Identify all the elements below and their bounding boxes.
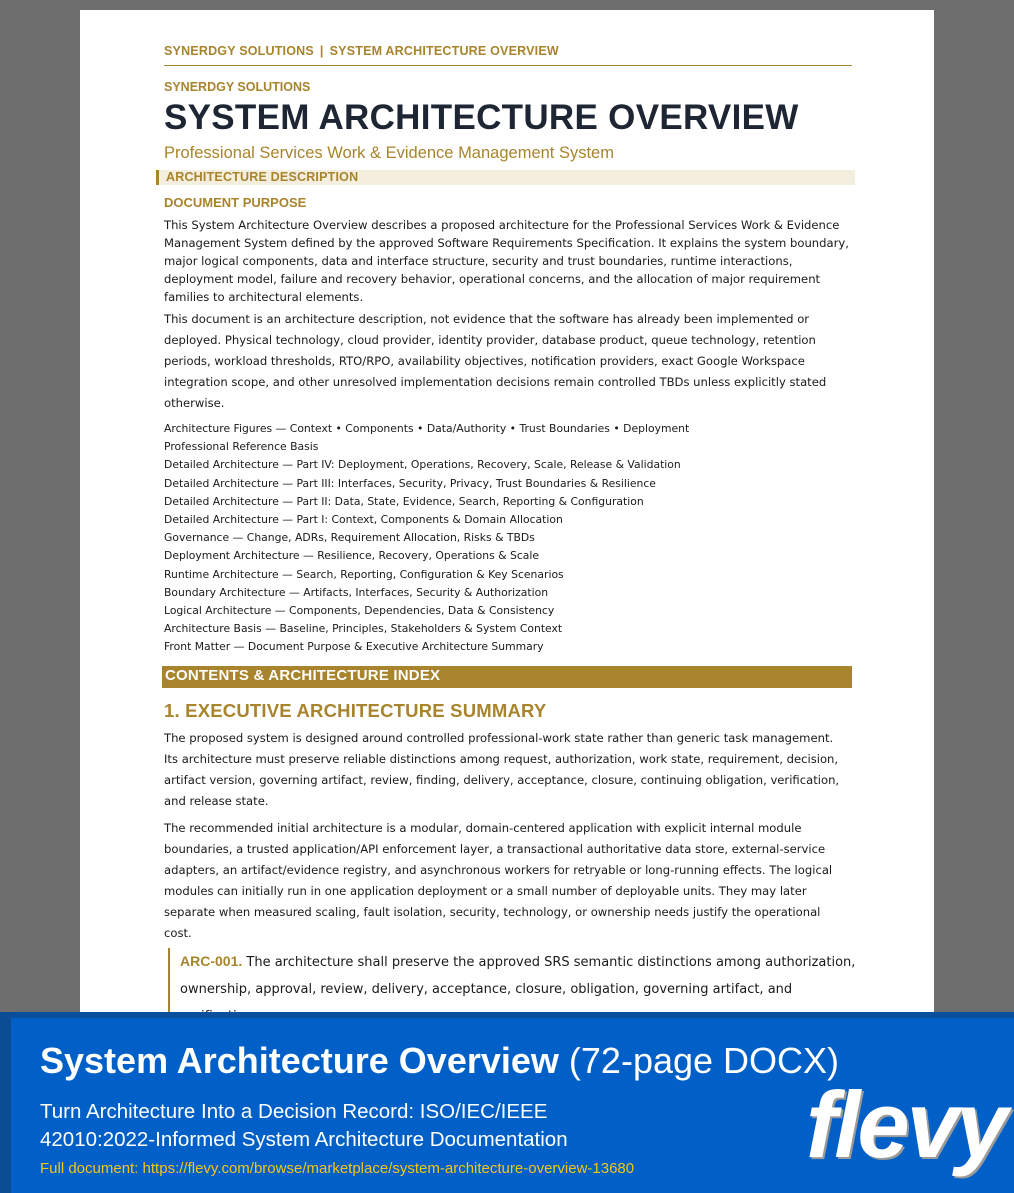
purpose-paragraph-1: This System Architecture Overview describes a proposed architecture for the Professional Services Work & Evidence Management System defined by the approved Software Requirements Specification. It explains the system boundary, major logical components, data and interface structure, security and trust boundaries, runtime interactions, deployment model, failure and recovery behavior, operational concerns, and the allocation of major requirement families to architectural elements.	[164, 218, 849, 305]
index-item: Governance — Change, ADRs, Requirement Allocation, Risks & TBDs	[164, 531, 535, 545]
section-band-architecture-description	[156, 170, 855, 185]
index-item: Architecture Figures — Context • Components • Data/Authority • Trust Boundaries • Deployment	[164, 422, 690, 435]
section-band-label: ARCHITECTURE DESCRIPTION	[166, 170, 359, 184]
promo-banner	[0, 1012, 1014, 1193]
index-item: Detailed Architecture — Part III: Interfaces, Security, Privacy, Trust Boundaries & Resilience	[164, 476, 656, 490]
index-item: Runtime Architecture — Search, Reporting, Configuration & Key Scenarios	[164, 567, 564, 581]
purpose-heading: DOCUMENT PURPOSE	[164, 195, 307, 210]
banner-left-edge	[0, 1012, 11, 1193]
index-item: Front Matter — Document Purpose & Executive Architecture Summary	[164, 640, 544, 654]
running-header	[164, 44, 852, 66]
running-header-separator: |	[319, 44, 324, 58]
contents-band	[162, 666, 852, 688]
index-item: Detailed Architecture — Part I: Context, Components & Domain Allocation	[164, 512, 563, 526]
banner-top-stripe	[0, 1012, 1014, 1018]
architecture-index-list	[164, 420, 689, 656]
executive-paragraph-2: The recommended initial architecture is a modular, domain-centered application with explicit internal module boundaries, a trusted application/API enforcement layer, a transactional authoritative data store, external-service adapters, an artifact/evidence registry, and asynchronous workers for retryable or long-running effects. The logical modules can initially run in one application deployment or a small number of deployable units. They may later separate when measured scaling, fault isolation, security, technology, or ownership needs justify the operational cost.	[164, 821, 833, 940]
requirement-id: ARC-001.	[180, 953, 243, 969]
banner-title-main: System Architecture Overview	[40, 1040, 559, 1081]
requirement-text: The architecture shall preserve the approved SRS semantic distinctions among authorization, ownership, approval, review, delivery, acceptance, closure, obligation, governing artifact, and	[180, 955, 856, 997]
document-subtitle: Professional Services Work & Evidence Management System	[164, 144, 614, 162]
index-item: Deployment Architecture — Resilience, Recovery, Operations & Scale	[164, 549, 540, 563]
requirement-block	[168, 948, 868, 1020]
executive-paragraph-1: The proposed system is designed around controlled professional-work state rather than generic task management. Its architecture must preserve reliable distinctions among request, authorization, work state, requirement, decision, artifact version, governing artifact, review, finding, delivery, acceptance, closure, continuing obligation, verification, and release state.	[164, 731, 840, 808]
banner-subtitle: Turn Architecture Into a Decision Record: ISO/IEC/IEEE 42010:2022-Informed System Architecture Documentation	[40, 1100, 568, 1151]
index-item: Detailed Architecture — Part II: Data, State, Evidence, Search, Reporting & Configuration	[164, 494, 644, 508]
index-item: Architecture Basis — Baseline, Principles, Stakeholders & System Context	[164, 622, 563, 636]
banner-title	[40, 1040, 839, 1082]
purpose-paragraph-2: This document is an architecture description, not evidence that the software has already been implemented or deployed. Physical technology, cloud provider, identity provider, database product, queue technology, retention periods, workload thresholds, RTO/RPO, availability objectives, notification providers, exact Google Workspace integration scope, and other unresolved implementation decisions remain controlled TBDs unless explicitly stated otherwise.	[164, 312, 827, 410]
index-item: Logical Architecture — Components, Dependencies, Data & Consistency	[164, 603, 555, 617]
banner-document-link[interactable]: Full document: https://flevy.com/browse/marketplace/system-architecture-overview-13680	[40, 1160, 635, 1177]
running-header-title: SYSTEM ARCHITECTURE OVERVIEW	[329, 44, 559, 58]
brand-label: SYNERDGY SOLUTIONS	[164, 80, 311, 94]
banner-title-pages: (72-page DOCX)	[568, 1040, 840, 1081]
executive-summary-heading: 1. EXECUTIVE ARCHITECTURE SUMMARY	[164, 700, 547, 721]
contents-band-label: CONTENTS & ARCHITECTURE INDEX	[165, 667, 441, 684]
document-title: SYSTEM ARCHITECTURE OVERVIEW	[164, 98, 799, 137]
running-header-brand: SYNERDGY SOLUTIONS	[164, 44, 314, 58]
document-page	[80, 10, 934, 1020]
flevy-logo[interactable]: flevy	[806, 1072, 1006, 1177]
index-item: Detailed Architecture — Part IV: Deployment, Operations, Recovery, Scale, Release & Validation	[164, 458, 681, 472]
index-item: Professional Reference Basis	[164, 440, 319, 454]
index-item: Boundary Architecture — Artifacts, Interfaces, Security & Authorization	[164, 585, 549, 599]
